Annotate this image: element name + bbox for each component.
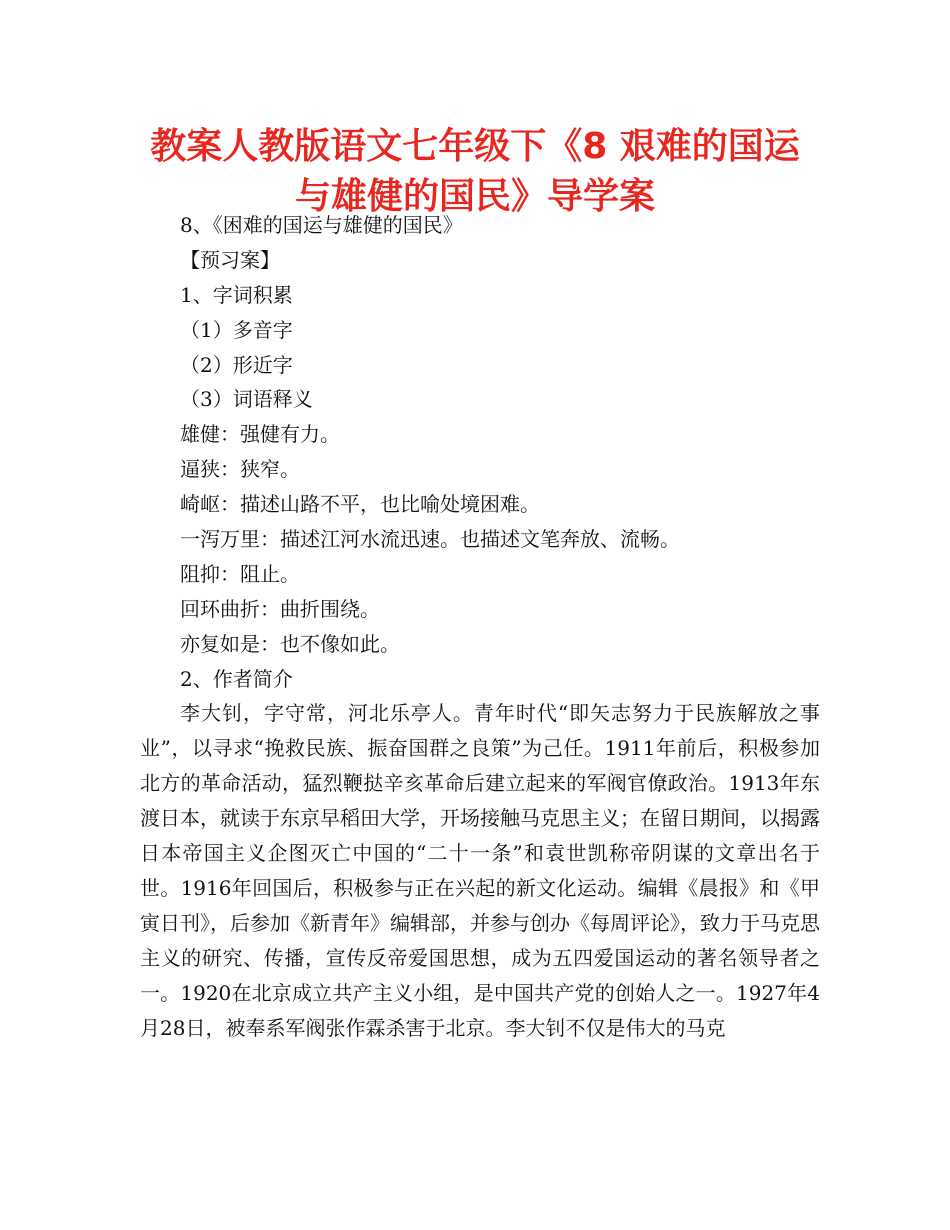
section-heading: 8、《困难的国运与雄健的国民》	[180, 213, 463, 237]
list-item: （3）词语释义	[180, 387, 313, 412]
section-label: 【预习案】	[180, 247, 280, 272]
definition-item: 逼狭：狭窄。	[180, 457, 300, 482]
list-item: （2）形近字	[180, 352, 293, 377]
title-line-1: 教案人教版语文七年级下《8 艰难的国运	[150, 126, 800, 167]
definition-item: 阻抑：阻止。	[180, 561, 300, 586]
title-line-2: 与雄健的国民》导学案	[294, 176, 655, 217]
definition-item: 亦复如是：也不像如此。	[180, 631, 400, 656]
definition-item: 回环曲折：曲折围绕。	[180, 596, 380, 621]
document-body	[140, 208, 820, 1046]
author-bio-paragraph: 李大钊，字守常，河北乐亭人。青年时代“即矢志努力于民族解放之事业”，以寻求“挽救民族、振奋国群之良策”为己任。1911年前后，积极参加北方的革命活动，猛烈鞭挞辛亥革命后建立起来的军阀官僚政治。1913年东渡日本，就读于东京早稻田大学，开场接触马克思主义；在留日期间，以揭露日本帝国主义企图灭亡中国的“二十一条”和袁世凯称帝阴谋的文章出名于世。1916年回国后，积极参与正在兴起的新文化运动。编辑《晨报》和《甲寅日刊》，后参加《新青年》编辑部，并参与创办《每周评论》，致力于马克思主义的研究、传播，宣传反帝爱国思想，成为五四爱国运动的著名领导者之一。1920在北京成立共产主义小组，是中国共产党的创始人之一。1927年4月28日，被奉系军阀张作霖杀害于北京。李大钊不仅是伟大的马克	[140, 701, 820, 1040]
list-item: 2、作者简介	[180, 666, 293, 691]
definition-item: 一泻万里：描述江河水流迅速。也描述文笔奔放、流畅。	[180, 527, 680, 552]
document-title	[60, 122, 890, 222]
list-item: 1、字词积累	[180, 282, 293, 307]
list-item: （1）多音字	[180, 317, 293, 342]
definition-item: 崎岖：描述山路不平，也比喻处境困难。	[180, 492, 540, 517]
definition-item: 雄健：强健有力。	[180, 422, 340, 447]
